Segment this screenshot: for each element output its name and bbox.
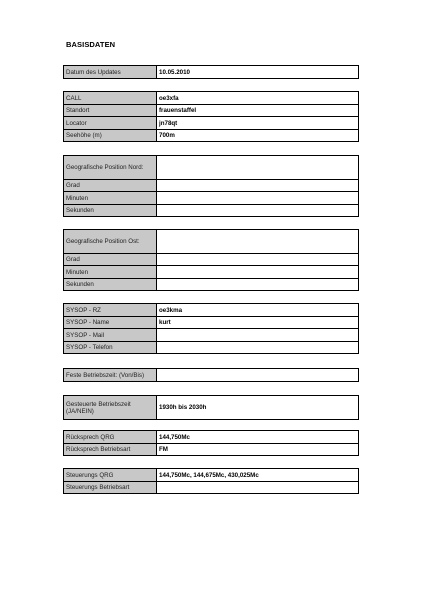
field-value[interactable]: frauenstaffel xyxy=(157,104,359,117)
table-row xyxy=(64,266,359,279)
controlled-operating-time-table xyxy=(63,395,359,420)
field-value[interactable]: 1930h bis 2030h xyxy=(157,396,359,420)
field-label: Feste Betriebszeit: (Von/Bis) xyxy=(64,369,157,382)
table-row xyxy=(64,481,359,494)
field-value[interactable] xyxy=(157,156,359,180)
field-label: CALL xyxy=(64,92,157,105)
fixed-operating-time-table xyxy=(63,368,359,382)
field-value[interactable] xyxy=(157,481,359,494)
field-value[interactable]: 700m xyxy=(157,129,359,142)
field-value[interactable]: jn78qt xyxy=(157,117,359,130)
field-label: Grad xyxy=(64,179,157,192)
field-label: SYSOP - Name xyxy=(64,316,157,329)
field-value[interactable] xyxy=(157,266,359,279)
table-row xyxy=(64,104,359,117)
field-label: Seehöhe (m) xyxy=(64,129,157,142)
control-table xyxy=(63,468,359,494)
field-value[interactable] xyxy=(157,341,359,354)
table-row xyxy=(64,329,359,342)
field-label: Locator xyxy=(64,117,157,130)
table-row xyxy=(64,443,359,456)
field-label: SYSOP - RZ xyxy=(64,304,157,317)
field-value[interactable] xyxy=(157,329,359,342)
field-label: Minuten xyxy=(64,192,157,205)
talkback-table xyxy=(63,430,359,456)
field-label: Minuten xyxy=(64,266,157,279)
field-value[interactable]: FM xyxy=(157,443,359,456)
field-value[interactable] xyxy=(157,230,359,254)
page-title: BASISDATEN xyxy=(66,40,116,49)
table-row xyxy=(64,316,359,329)
table-row xyxy=(64,204,359,217)
sysop-table xyxy=(63,303,359,354)
field-value[interactable]: oe3xfa xyxy=(157,92,359,105)
field-value[interactable] xyxy=(157,369,359,382)
field-value[interactable]: 144,750Mc xyxy=(157,431,359,444)
field-value[interactable]: oe3kma xyxy=(157,304,359,317)
table-row xyxy=(64,469,359,482)
field-value[interactable] xyxy=(157,204,359,217)
field-value[interactable] xyxy=(157,253,359,266)
field-label: Geografische Position Ost: xyxy=(64,230,157,254)
table-row xyxy=(64,179,359,192)
field-label: Rücksprech Betriebsart xyxy=(64,443,157,456)
table-row xyxy=(64,230,359,254)
table-row xyxy=(64,369,359,382)
table-row xyxy=(64,66,359,79)
table-row xyxy=(64,192,359,205)
field-value[interactable]: 144,750Mc, 144,675Mc, 430,025Mc xyxy=(157,469,359,482)
field-label: Sekunden xyxy=(64,278,157,291)
table-row xyxy=(64,278,359,291)
table-row xyxy=(64,431,359,444)
table-row xyxy=(64,92,359,105)
table-row xyxy=(64,396,359,420)
field-value[interactable]: 10.05.2010 xyxy=(157,66,359,79)
field-label: Datum des Updates xyxy=(64,66,157,79)
table-row xyxy=(64,156,359,180)
field-value[interactable] xyxy=(157,278,359,291)
field-value[interactable] xyxy=(157,179,359,192)
update-date-table xyxy=(63,65,359,79)
table-row xyxy=(64,129,359,142)
field-value[interactable] xyxy=(157,192,359,205)
field-label: Steuerungs QRG xyxy=(64,469,157,482)
table-row xyxy=(64,304,359,317)
field-label: Sekunden xyxy=(64,204,157,217)
table-row xyxy=(64,341,359,354)
station-table xyxy=(63,91,359,142)
field-label: SYSOP - Telefon xyxy=(64,341,157,354)
table-row xyxy=(64,253,359,266)
field-label: Steuerungs Betriebsart xyxy=(64,481,157,494)
field-label: Grad xyxy=(64,253,157,266)
table-row xyxy=(64,117,359,130)
position-north-table xyxy=(63,155,359,217)
field-label: Gesteuerte Betriebszeit (JA/NEIN) xyxy=(64,396,157,420)
field-label: Rücksprech QRG xyxy=(64,431,157,444)
field-label: Standort xyxy=(64,104,157,117)
field-label: Geografische Position Nord: xyxy=(64,156,157,180)
position-east-table xyxy=(63,229,359,291)
field-value[interactable]: kurt xyxy=(157,316,359,329)
field-label: SYSOP - Mail xyxy=(64,329,157,342)
